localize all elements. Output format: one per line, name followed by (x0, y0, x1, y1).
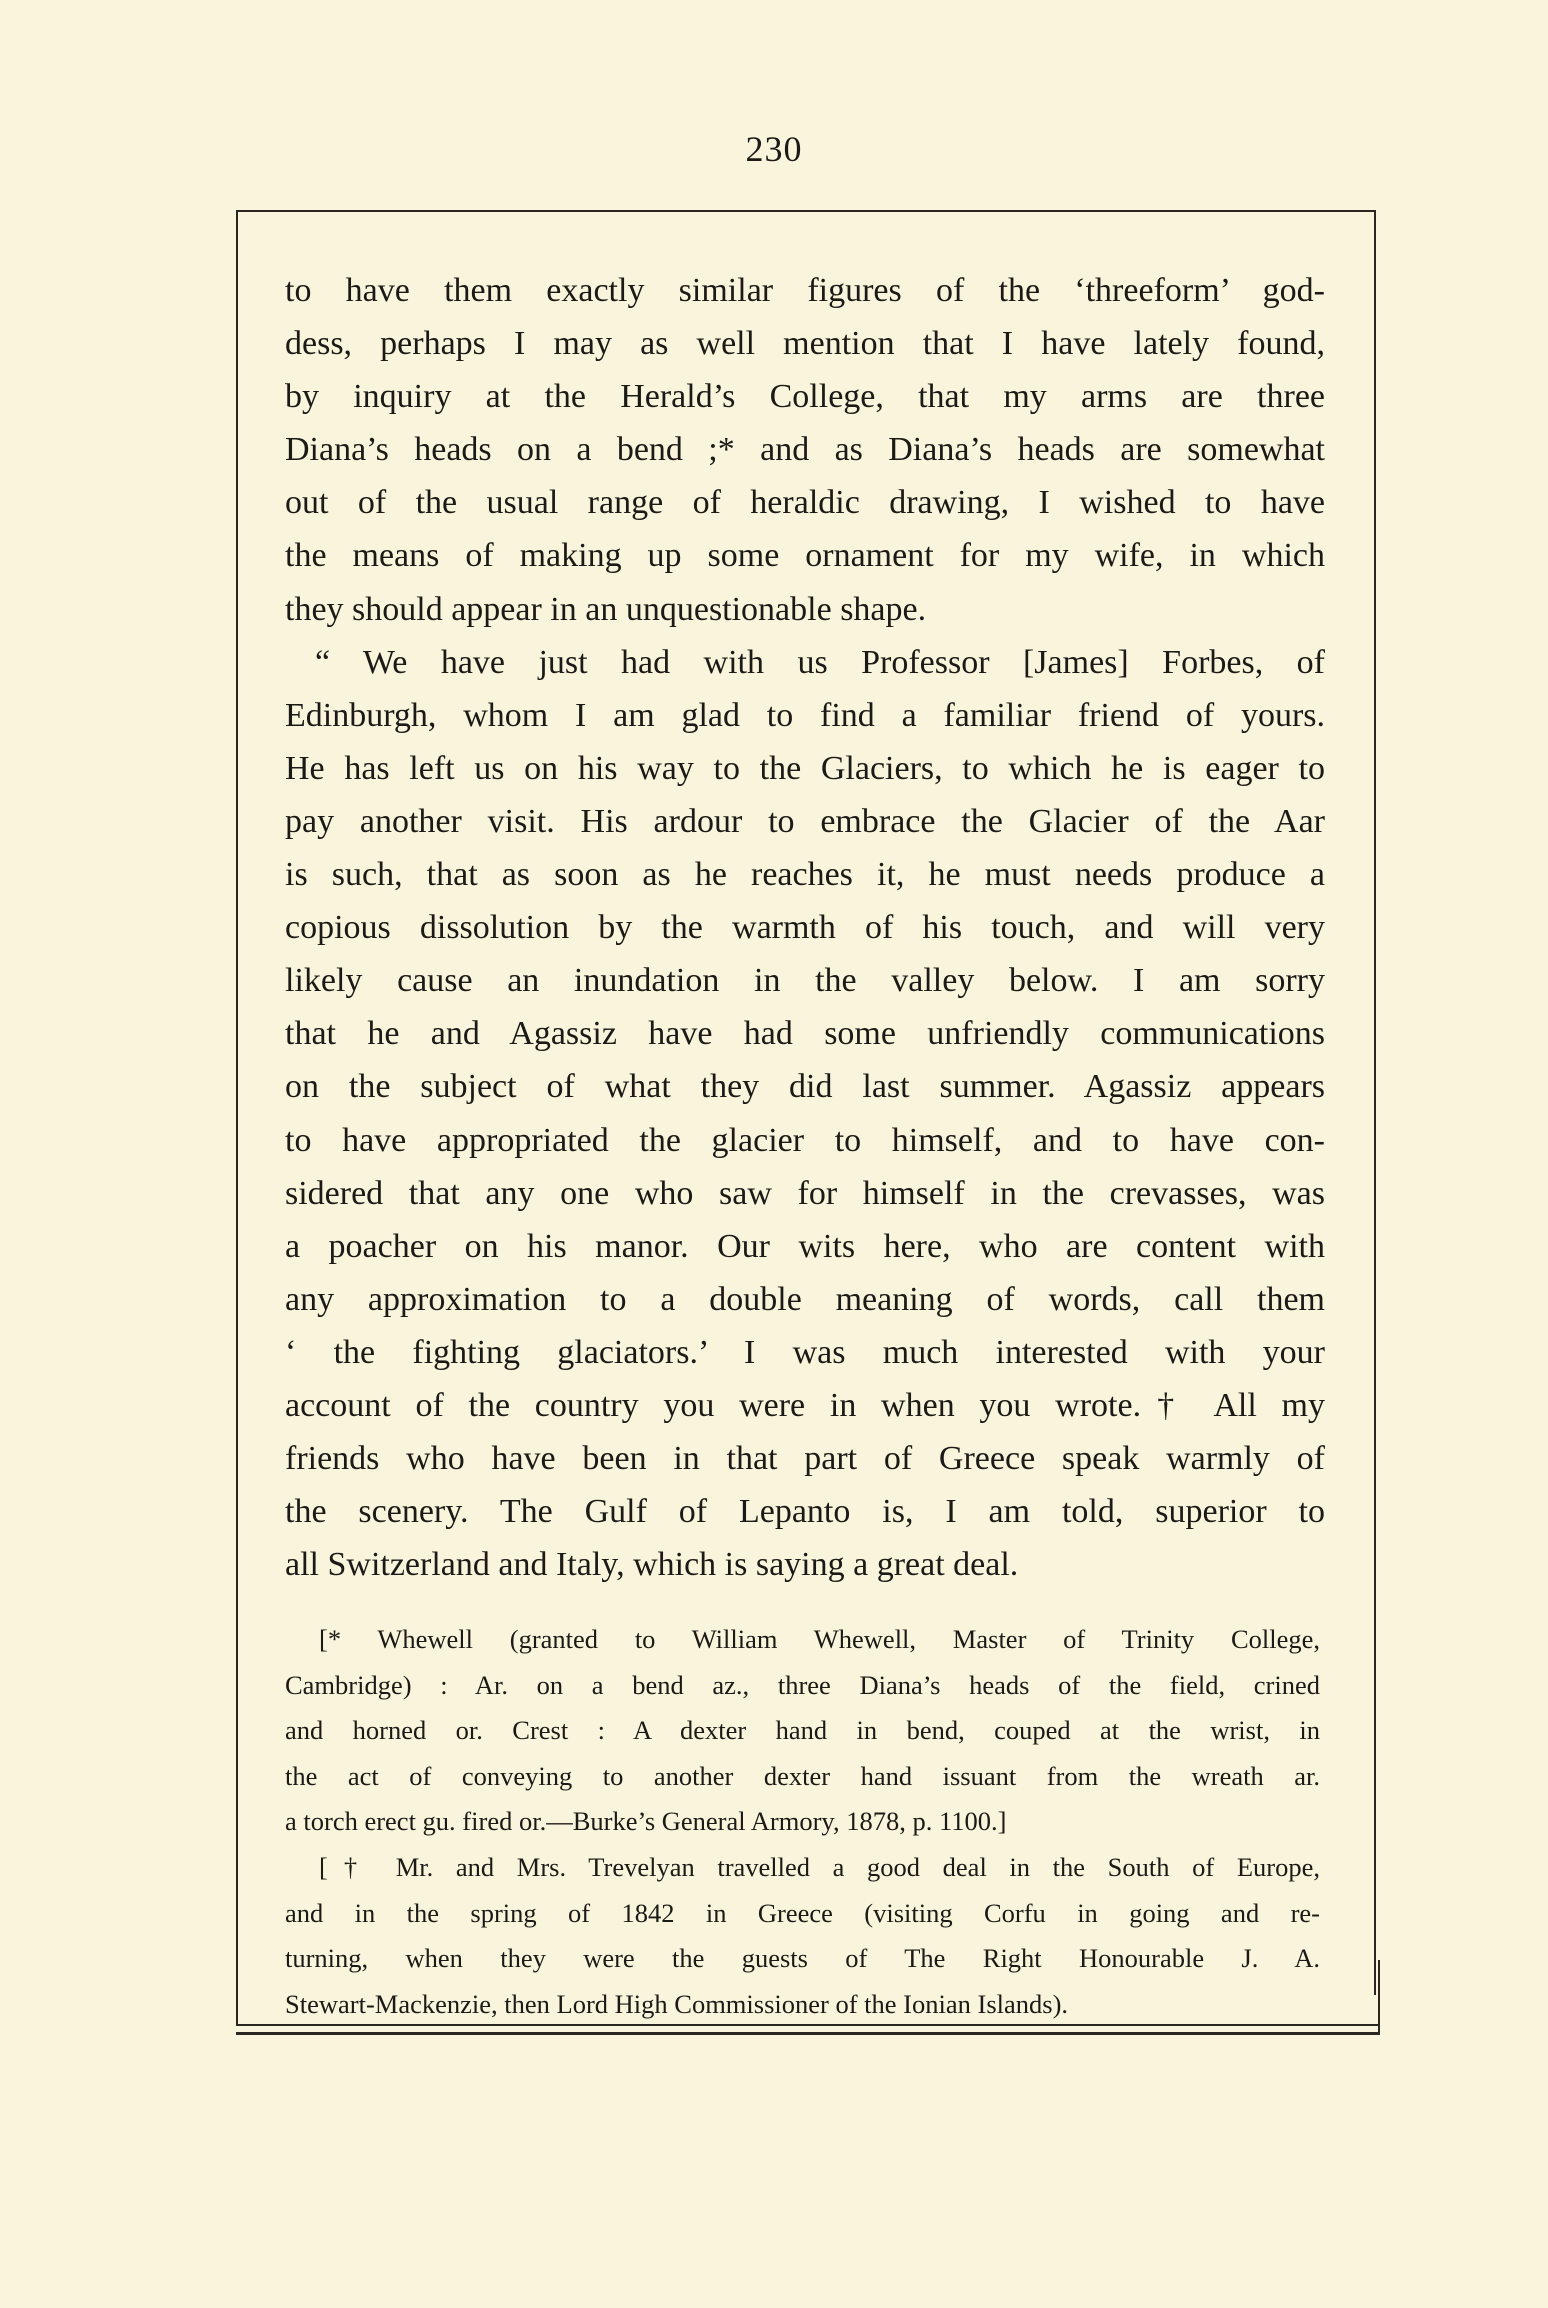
footnote-line: [† Mr. and Mrs. Trevelyan travelled a good deal in the South of Europe, (319, 1851, 1320, 1882)
footnote-line: a torch erect gu. fired or.—Burke’s General Armory, 1878, p. 1100.] (285, 1806, 1007, 1837)
footnote-line: Cambridge) : Ar. on a bend az., three Diana’s heads of the field, crined (285, 1669, 1320, 1700)
page-number: 230 (745, 129, 803, 169)
text-line: the means of making up some ornament for my wife, in which (285, 537, 1325, 575)
text-line: Edinburgh, whom I am glad to find a familiar friend of yours. (285, 696, 1325, 734)
text-line: all Switzerland and Italy, which is saying a great deal. (285, 1546, 1019, 1584)
text-line: they should appear in an unquestionable shape. (285, 590, 927, 628)
text-line: on the subject of what they did last summer. Agassiz appears (285, 1068, 1325, 1106)
text-line: friends who have been in that part of Greece speak warmly of (285, 1440, 1325, 1478)
footnote-line: [* Whewell (granted to William Whewell, Master of Trinity College, (319, 1624, 1320, 1654)
text-line: to have them exactly similar figures of the ‘threeform’ god- (285, 272, 1325, 309)
text-line: likely cause an inundation in the valley below. I am sorry (285, 962, 1325, 1000)
text-line: ‘ the fighting glaciators.’ I was much interested with your (285, 1333, 1325, 1371)
text-line: is such, that as soon as he reaches it, he must needs produce a (285, 856, 1325, 894)
text-line: to have appropriated the glacier to himself, and to have con- (285, 1121, 1325, 1159)
footnote-line: and in the spring of 1842 in Greece (visiting Corfu in going and re- (285, 1897, 1320, 1928)
footnotes (285, 1617, 1320, 2027)
frame-bottom-rule-double (236, 2032, 1380, 2035)
text-line: dess, perhaps I may as well mention that I have lately found, (285, 325, 1325, 363)
text-line: by inquiry at the Herald’s College, that my arms are three (285, 378, 1325, 416)
text-line: that he and Agassiz have had some unfriendly communications (285, 1015, 1325, 1053)
body-text (285, 264, 1325, 1591)
text-line: pay another visit. His ardour to embrace the Glacier of the Aar (285, 802, 1325, 840)
text-line: out of the usual range of heraldic drawing, I wished to have (285, 484, 1325, 522)
frame-right-rule (1378, 1960, 1380, 2034)
text-line: copious dissolution by the warmth of his touch, and will very (285, 909, 1325, 947)
text-line: He has left us on his way to the Glaciers, to which he is eager to (285, 749, 1325, 787)
frame-left-rule (236, 1994, 238, 2026)
text-line: “ We have just had with us Professor [James] Forbes, of (315, 643, 1325, 681)
footnote-line: turning, when they were the guests of The Right Honourable J. A. (285, 1943, 1320, 1974)
text-line: Diana’s heads on a bend ;* and as Diana’s heads are somewhat (285, 431, 1325, 469)
text-line: account of the country you were in when you wrote.† All my (285, 1386, 1325, 1424)
text-line: sidered that any one who saw for himself in the crevasses, was (285, 1174, 1325, 1212)
footnote-line: and horned or. Crest : A dexter hand in bend, couped at the wrist, in (285, 1715, 1320, 1746)
text-line: the scenery. The Gulf of Lepanto is, I am told, superior to (285, 1493, 1325, 1531)
footnote-line: the act of conveying to another dexter hand issuant from the wreath ar. (285, 1760, 1320, 1791)
text-line: a poacher on his manor. Our wits here, who are content with (285, 1227, 1325, 1265)
footnote-line: Stewart-Mackenzie, then Lord High Commissioner of the Ionian Islands). (285, 1988, 1069, 2019)
text-line: any approximation to a double meaning of words, call them (285, 1280, 1325, 1318)
